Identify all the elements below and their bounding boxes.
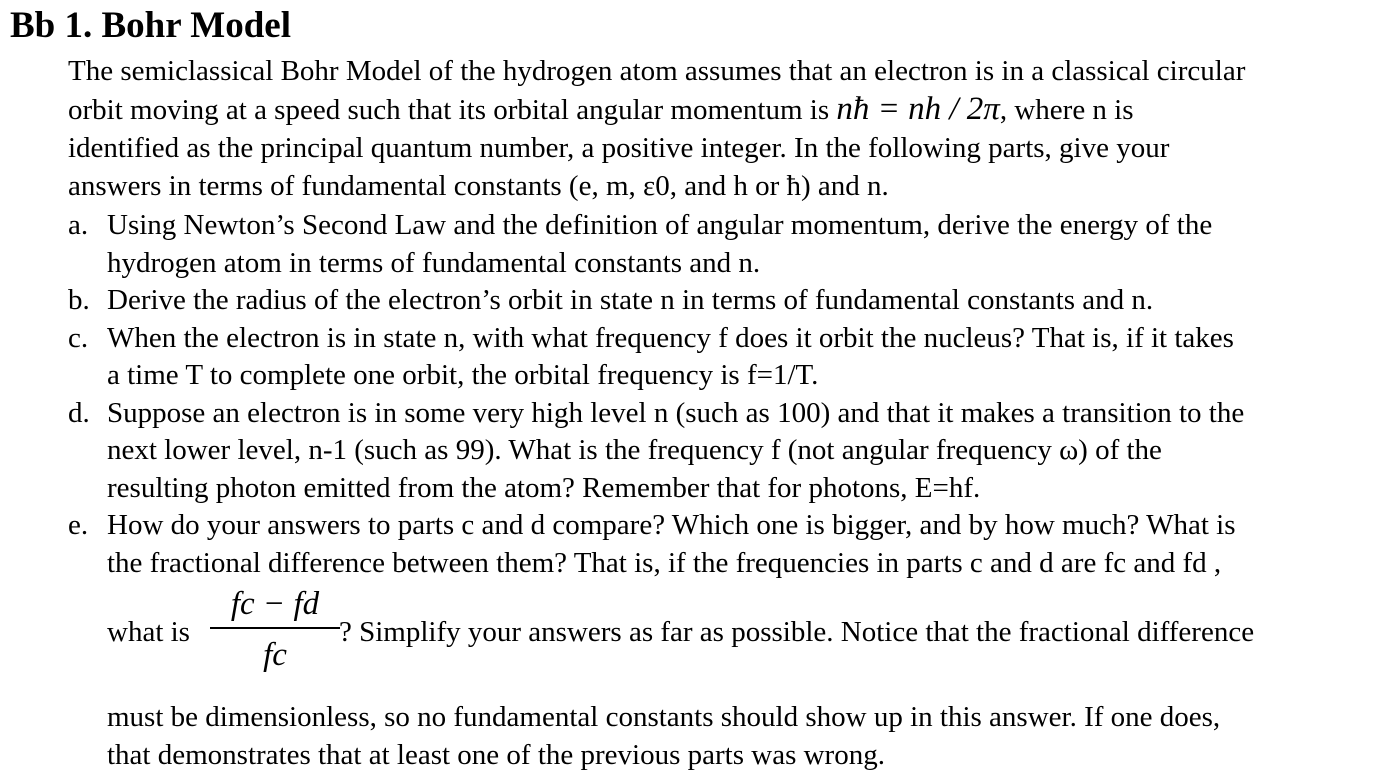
part-label: c. xyxy=(68,321,89,354)
angular-momentum-formula: nħ = nh / 2π xyxy=(836,91,1000,127)
intro-line-3: identified as the principal quantum number, a positive integer. In the following parts, give your xyxy=(68,132,1170,164)
part-b-line-1: Derive the radius of the electron’s orbit in state n in terms of fundamental constants and n. xyxy=(107,284,1154,316)
part-e xyxy=(68,507,1380,774)
fraction-denominator: fc xyxy=(263,637,287,673)
intro-line-1: The semiclassical Bohr Model of the hydrogen atom assumes that an electron is in a classical circular xyxy=(68,55,1246,87)
part-e-line-2: the fractional difference between them? That is, if the frequencies in parts c and d are fc and fd , xyxy=(107,546,1222,579)
fraction-prefix: what is xyxy=(107,616,190,648)
part-b xyxy=(68,282,1380,320)
part-a xyxy=(68,207,1380,282)
fraction-bar xyxy=(210,627,340,629)
part-c-line-1: When the electron is in state n, with what frequency f does it orbit the nucleus? That is, if it takes xyxy=(107,321,1234,354)
part-e-line-4: must be dimensionless, so no fundamental constants should show up in this answer. If one does, xyxy=(107,701,1221,733)
part-e-line-5: that demonstrates that at least one of the previous parts was wrong. xyxy=(107,738,885,771)
part-c-line-2: a time T to complete one orbit, the orbital frequency is f=1/T. xyxy=(107,359,819,391)
fraction-suffix: ? Simplify your answers as far as possible. Notice that the fractional difference xyxy=(339,616,1255,648)
part-d-line-3: resulting photon emitted from the atom? Remember that for photons, E=hf. xyxy=(107,471,981,504)
part-a-line-1: Using Newton’s Second Law and the definition of angular momentum, derive the energy of the xyxy=(107,209,1213,241)
section-heading: Bb 1. Bohr Model xyxy=(10,5,291,46)
part-d-line-2: next lower level, n-1 (such as 99). What is the frequency f (not angular frequency ω) of the xyxy=(107,434,1162,466)
part-e-line-1: How do your answers to parts c and d compare? Which one is bigger, and by how much? What is xyxy=(107,509,1236,541)
part-label: a. xyxy=(68,209,89,241)
part-d xyxy=(68,395,1380,508)
part-d-line-1: Suppose an electron is in some very high level n (such as 100) and that it makes a transition to the xyxy=(107,396,1245,429)
question-parts xyxy=(68,207,1380,774)
intro-line-4: answers in terms of fundamental constants (e, m, ε0, and h or ħ) and n. xyxy=(68,170,889,202)
fractional-difference-formula xyxy=(210,582,340,677)
part-c xyxy=(68,320,1380,395)
intro-line-2: orbit moving at a speed such that its orbital angular momentum is nħ = nh / 2π, where n is xyxy=(68,91,1134,127)
part-label: e. xyxy=(68,509,89,541)
intro-paragraph xyxy=(68,52,1380,205)
part-a-line-2: hydrogen atom in terms of fundamental constants and n. xyxy=(107,246,761,279)
part-label: b. xyxy=(68,284,90,316)
fraction-numerator: fc − fd xyxy=(230,586,320,622)
fractional-difference-row xyxy=(107,582,1380,699)
part-label: d. xyxy=(68,396,90,429)
